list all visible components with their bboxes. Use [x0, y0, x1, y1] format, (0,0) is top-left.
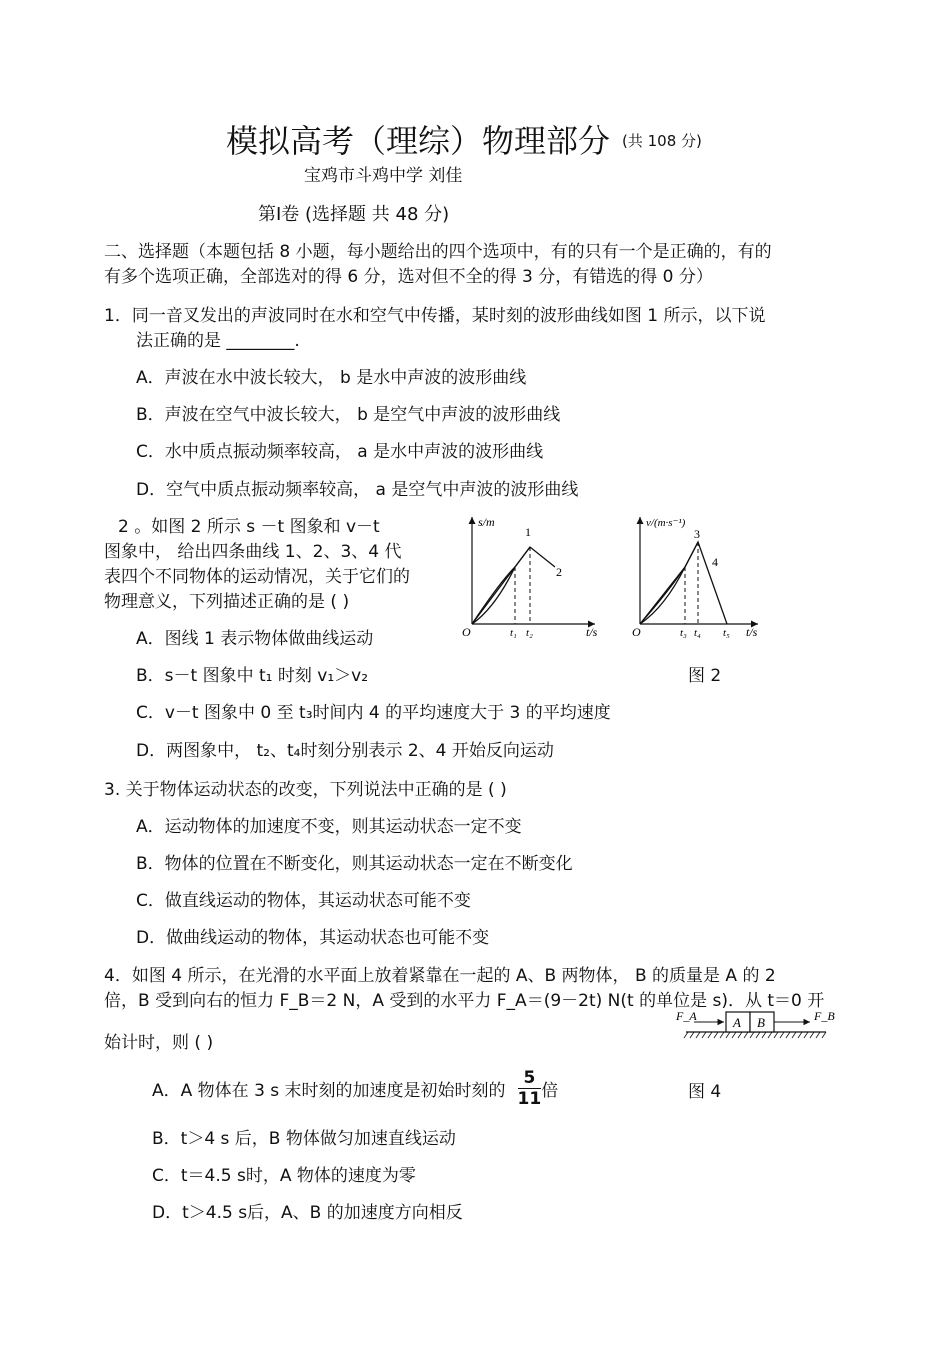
figure-2-caption: 图 2 — [688, 666, 722, 686]
page-title: 模拟高考（理综）物理部分 — [226, 122, 611, 160]
block-a-label: A — [733, 1015, 741, 1030]
q1-stem-line2: 法正确的是 ________. — [136, 331, 300, 351]
q3-option-d: D．做曲线运动的物体，其运动状态也可能不变 — [136, 928, 490, 948]
v-t-graph — [630, 512, 770, 642]
q4-option-b: B．t＞4 s 后，B 物体做匀加速直线运动 — [152, 1129, 456, 1149]
v-t-t5-tick: t₅ — [723, 627, 730, 639]
q4-option-c: C．t＝4.5 s时，A 物体的速度为零 — [152, 1166, 416, 1186]
section-intro-line1: 二、选择题（本题包括 8 小题，每小题给出的四个选项中，有的只有一个是正确的，有的 — [104, 242, 772, 262]
fraction-numerator: 5 — [518, 1068, 542, 1089]
force-a-label: F_A — [676, 1009, 697, 1023]
s-t-label-2: 2 — [556, 565, 562, 579]
v-t-y-label: v/(m·s⁻¹) — [646, 517, 686, 529]
v-t-label-3: 3 — [694, 527, 700, 541]
q1-option-a: A．声波在水中波长较大， b 是水中声波的波形曲线 — [136, 368, 527, 388]
author-line: 宝鸡市斗鸡中学 刘佳 — [304, 166, 463, 186]
v-t-origin: O — [632, 625, 641, 639]
q3-stem: 3. 关于物体运动状态的改变，下列说法中正确的是 ( ) — [104, 780, 507, 800]
q2-option-a: A．图线 1 表示物体做曲线运动 — [136, 629, 374, 649]
q4-stem-line1: 4．如图 4 所示，在光滑的水平面上放着紧靠在一起的 A、B 两物体， B 的质量是 A 的 2 — [104, 966, 776, 986]
q1-stem-line1: 1．同一音叉发出的声波同时在水和空气中传播，某时刻的波形曲线如图 1 所示，以下说 — [104, 306, 766, 326]
force-b-label: F_B — [814, 1009, 835, 1023]
s-t-t2-tick: t₂ — [526, 627, 533, 639]
q4-option-d: D．t＞4.5 s后，A、B 的加速度方向相反 — [152, 1203, 463, 1223]
total-score: (共 108 分) — [622, 132, 702, 150]
q2-stem-line3: 表四个不同物体的运动情况，关于它们的 — [104, 567, 410, 587]
q1-option-c: C．水中质点振动频率较高， a 是水中声波的波形曲线 — [136, 442, 544, 462]
v-t-t4-tick: t₄ — [694, 627, 701, 639]
q3-option-c: C．做直线运动的物体，其运动状态可能不变 — [136, 891, 471, 911]
fraction-denominator: 11 — [517, 1088, 542, 1109]
q3-option-a: A．运动物体的加速度不变，则其运动状态一定不变 — [136, 817, 522, 837]
q4-option-a — [152, 1066, 558, 1110]
ground-hatching — [684, 1032, 826, 1038]
q2-option-b: B．s－t 图象中 t₁ 时刻 v₁＞v₂ — [136, 666, 369, 686]
s-t-origin: O — [462, 625, 471, 639]
s-t-t1-tick: t₁ — [510, 627, 517, 639]
s-t-x-label: t/s — [586, 625, 598, 639]
v-t-t3-tick: t₃ — [680, 627, 687, 639]
section-intro-line2: 有多个选项正确，全部选对的得 6 分，选对但不全的得 3 分，有错选的得 0 分） — [104, 267, 713, 287]
q4-option-a-suffix: 倍 — [541, 1080, 559, 1101]
v-t-x-label: t/s — [746, 625, 758, 639]
q2-stem-line2: 图象中， 给出四条曲线 1、2、3、4 代 — [104, 542, 402, 562]
v-t-label-4: 4 — [712, 555, 718, 569]
q2-stem-line1: 2 。如图 2 所示 s －t 图象和 v－t — [118, 517, 380, 537]
s-t-label-1: 1 — [525, 525, 531, 539]
q4-stem-line2: 倍，B 受到向右的恒力 F_B＝2 N，A 受到的水平力 F_A＝(9－2t) N(t 的单位是 s)．从 t＝0 开 — [104, 991, 825, 1011]
q1-option-d: D．空气中质点振动频率较高， a 是空气中声波的波形曲线 — [136, 480, 579, 500]
fraction-5-11 — [518, 1068, 542, 1109]
q2-option-c: C．v－t 图象中 0 至 t₃时间内 4 的平均速度大于 3 的平均速度 — [136, 703, 611, 723]
figure-4-blocks — [676, 1008, 836, 1048]
block-b-label: B — [757, 1015, 765, 1030]
q4-stem-line3: 始计时，则 ( ) — [104, 1033, 214, 1053]
q4-option-a-text: A．A 物体在 3 s 末时刻的加速度是初始时刻的 — [152, 1080, 506, 1101]
figure-4-caption: 图 4 — [688, 1082, 722, 1102]
s-t-y-label: s/m — [478, 515, 495, 529]
q2-option-d: D．两图象中， t₂、t₄时刻分别表示 2、4 开始反向运动 — [136, 741, 554, 761]
q1-option-b: B．声波在空气中波长较大， b 是空气中声波的波形曲线 — [136, 405, 561, 425]
q2-stem-line4: 物理意义，下列描述正确的是 ( ) — [104, 592, 350, 612]
q3-option-b: B．物体的位置在不断变化，则其运动状态一定在不断变化 — [136, 854, 573, 874]
v-t-curve-3 — [640, 542, 698, 624]
volume-heading: 第Ⅰ卷 (选择题 共 48 分) — [258, 204, 450, 225]
s-t-graph — [460, 512, 600, 642]
